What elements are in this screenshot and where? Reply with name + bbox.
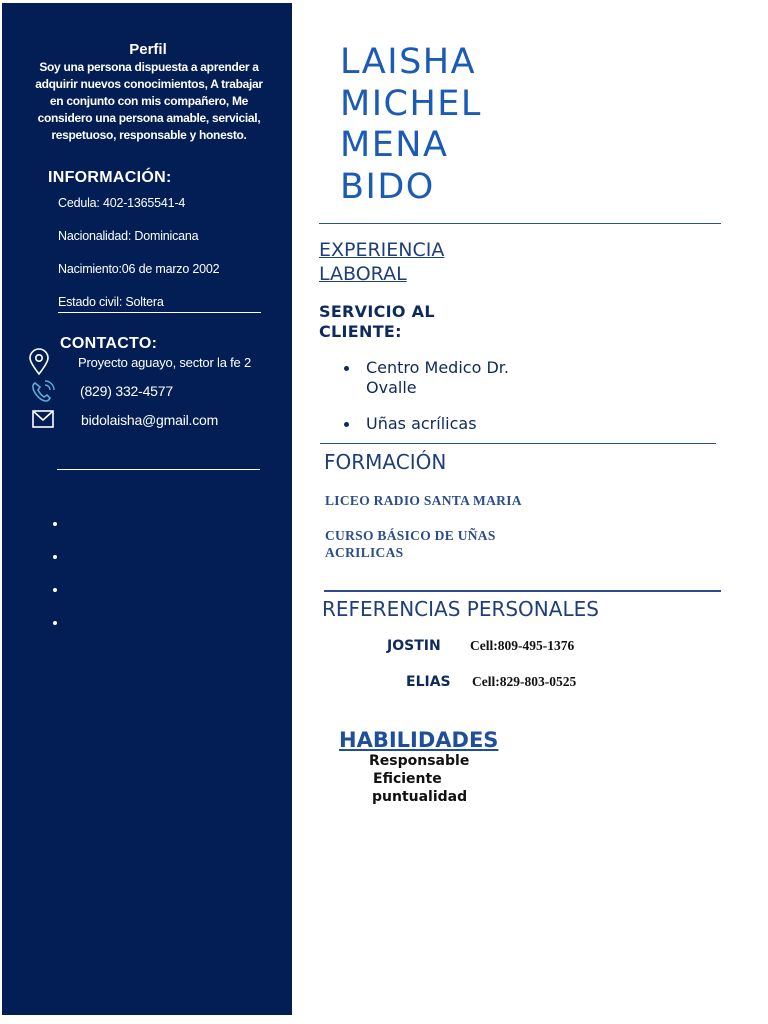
job-bullet xyxy=(344,366,349,371)
job-item xyxy=(366,414,477,434)
full-name xyxy=(340,42,482,208)
service-title-line: CLIENTE: xyxy=(319,322,402,341)
job-line: Ovalle xyxy=(366,378,417,397)
education-item xyxy=(325,492,522,509)
name-divider xyxy=(319,223,721,224)
job-item xyxy=(366,358,509,398)
education-divider xyxy=(324,590,721,592)
info-birth: Nacimiento:06 de marzo 2002 xyxy=(58,262,220,276)
info-id: Cedula: 402-1365541-4 xyxy=(58,196,186,210)
education-line: CURSO BÁSICO DE UÑAS xyxy=(325,528,496,543)
name-line: LAISHA xyxy=(340,42,477,82)
bullet-dot xyxy=(53,555,57,559)
contact-email[interactable]: bidolaisha@gmail.com xyxy=(81,412,219,428)
experience-divider xyxy=(320,443,716,444)
reference-name: ELIAS xyxy=(406,674,451,690)
skills-title: HABILIDADES xyxy=(339,728,499,752)
skill-item: Responsable xyxy=(369,753,470,769)
sidebar xyxy=(2,3,292,1015)
skill-item: Eficiente xyxy=(373,771,442,787)
phone-icon xyxy=(30,380,56,404)
contact-address: Proyecto aguayo, sector la fe 2 xyxy=(78,355,252,370)
reference-cell: Cell:829-803-0525 xyxy=(472,674,577,689)
job-line: Uñas acrílicas xyxy=(366,414,477,433)
education-line: ACRILICAS xyxy=(325,545,404,560)
bullet-dot xyxy=(53,522,57,526)
info-divider xyxy=(58,312,261,313)
experience-title xyxy=(319,238,444,286)
info-title: INFORMACIÓN: xyxy=(48,169,172,186)
bullet-dot xyxy=(53,621,57,625)
profile-text: Soy una persona dispuesta a aprender a adquirir nuevos conocimientos, A trabajar en conjunto con mis compañero, Me considero una persona amable, servicial, respetuoso, responsable y honesto. xyxy=(35,60,263,142)
service-title-line: SERVICIO AL xyxy=(319,302,435,321)
reference-cell: Cell:809-495-1376 xyxy=(470,638,575,653)
contact-title: CONTACTO: xyxy=(60,335,158,352)
mail-icon xyxy=(31,408,55,430)
job-bullet xyxy=(344,422,349,427)
profile-title: Perfil xyxy=(129,41,167,58)
experience-title-line: LABORAL xyxy=(319,263,407,285)
reference-name: JOSTIN xyxy=(387,638,441,654)
skill-item: puntualidad xyxy=(372,789,468,805)
education-title: FORMACIÓN xyxy=(324,450,447,474)
name-line: MENA xyxy=(340,125,449,165)
education-item xyxy=(325,527,496,561)
location-pin-icon xyxy=(28,348,50,376)
references-title: REFERENCIAS PERSONALES xyxy=(322,597,599,621)
info-civil-status: Estado civil: Soltera xyxy=(58,295,164,309)
education-line: LICEO RADIO SANTA MARIA xyxy=(325,493,522,508)
job-line: Centro Medico Dr. xyxy=(366,358,509,377)
experience-title-line: EXPERIENCIA xyxy=(319,239,445,261)
name-line: MICHEL xyxy=(340,83,482,124)
bullet-dot xyxy=(53,588,57,592)
contact-phone: (829) 332-4577 xyxy=(80,383,173,399)
service-title xyxy=(319,302,435,342)
info-nationality: Nacionalidad: Dominicana xyxy=(58,229,199,243)
name-line: BIDO xyxy=(340,166,435,207)
contact-divider xyxy=(57,469,260,470)
